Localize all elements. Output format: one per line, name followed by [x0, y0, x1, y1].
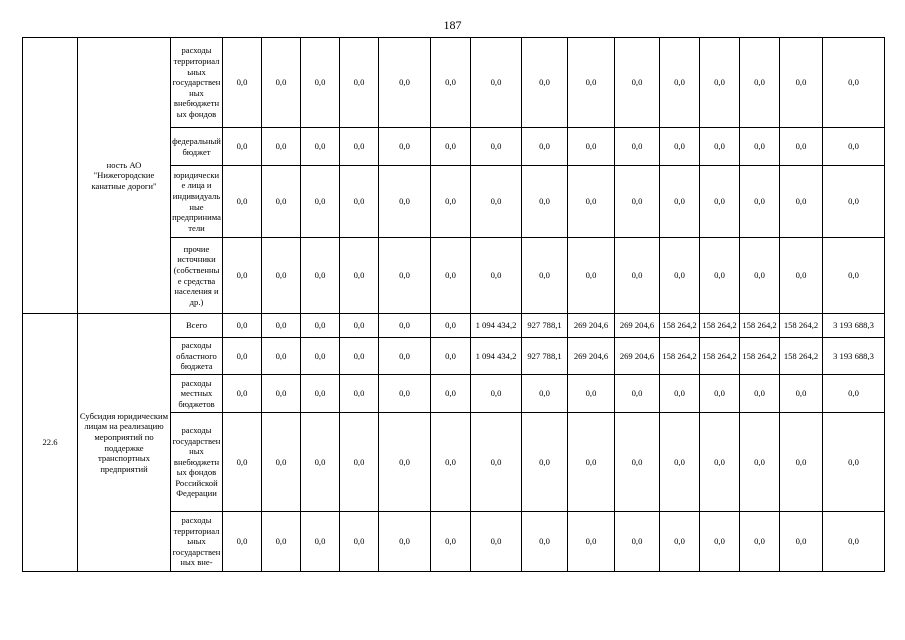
- value-cell: 0,0: [568, 238, 615, 314]
- value-cell: 0,0: [379, 512, 431, 572]
- value-cell: 0,0: [301, 238, 340, 314]
- value-cell: 0,0: [660, 238, 700, 314]
- value-cell: 0,0: [379, 314, 431, 338]
- value-cell: 0,0: [471, 238, 522, 314]
- funding-source-cell: прочие источники (собственные средства населения и др.): [171, 238, 223, 314]
- value-cell: 0,0: [660, 512, 700, 572]
- value-cell: 0,0: [568, 38, 615, 128]
- value-cell: 0,0: [660, 166, 700, 238]
- value-cell: 0,0: [431, 512, 471, 572]
- value-cell: 0,0: [740, 38, 780, 128]
- value-cell: 0,0: [379, 375, 431, 413]
- funding-source-cell: расходы территориальных государственных вне-: [171, 512, 223, 572]
- value-cell: 0,0: [340, 338, 379, 375]
- budget-table: [22, 37, 885, 572]
- funding-source-cell: расходы местных бюджетов: [171, 375, 223, 413]
- value-cell: 269 204,6: [615, 314, 660, 338]
- value-cell: 0,0: [262, 375, 301, 413]
- item-name-cell: ность АО "Нижегородские канатные дороги": [78, 38, 171, 314]
- value-cell: 0,0: [223, 512, 262, 572]
- value-cell: 0,0: [262, 128, 301, 166]
- value-cell: 0,0: [660, 38, 700, 128]
- value-cell: 1 094 434,2: [471, 314, 522, 338]
- funding-source-cell: расходы областного бюджета: [171, 338, 223, 375]
- value-cell: 158 264,2: [660, 314, 700, 338]
- value-cell: 0,0: [340, 314, 379, 338]
- value-cell: 0,0: [340, 128, 379, 166]
- value-cell: 0,0: [780, 128, 823, 166]
- value-cell: 0,0: [823, 238, 885, 314]
- value-cell: 0,0: [522, 375, 568, 413]
- value-cell: 0,0: [431, 338, 471, 375]
- value-cell: 0,0: [660, 413, 700, 512]
- value-cell: 0,0: [471, 375, 522, 413]
- value-cell: 0,0: [522, 413, 568, 512]
- funding-source-cell: Всего: [171, 314, 223, 338]
- value-cell: 0,0: [780, 38, 823, 128]
- value-cell: 269 204,6: [615, 338, 660, 375]
- value-cell: 0,0: [379, 413, 431, 512]
- value-cell: 0,0: [568, 413, 615, 512]
- value-cell: 0,0: [823, 128, 885, 166]
- value-cell: 0,0: [301, 38, 340, 128]
- value-cell: 0,0: [700, 128, 740, 166]
- value-cell: 0,0: [379, 38, 431, 128]
- value-cell: 0,0: [262, 166, 301, 238]
- value-cell: 0,0: [780, 413, 823, 512]
- value-cell: 0,0: [301, 375, 340, 413]
- value-cell: 0,0: [223, 128, 262, 166]
- value-cell: 0,0: [301, 314, 340, 338]
- value-cell: 0,0: [471, 413, 522, 512]
- value-cell: 0,0: [823, 38, 885, 128]
- value-cell: 3 193 688,3: [823, 314, 885, 338]
- value-cell: 0,0: [340, 38, 379, 128]
- value-cell: 0,0: [823, 375, 885, 413]
- item-number-cell: [23, 38, 78, 314]
- value-cell: 0,0: [568, 128, 615, 166]
- value-cell: 158 264,2: [780, 338, 823, 375]
- value-cell: 0,0: [262, 413, 301, 512]
- value-cell: 0,0: [740, 375, 780, 413]
- value-cell: 0,0: [301, 338, 340, 375]
- value-cell: 0,0: [615, 375, 660, 413]
- value-cell: 0,0: [740, 238, 780, 314]
- value-cell: 0,0: [340, 375, 379, 413]
- value-cell: 0,0: [379, 338, 431, 375]
- value-cell: 158 264,2: [700, 338, 740, 375]
- value-cell: 0,0: [262, 512, 301, 572]
- value-cell: 0,0: [660, 128, 700, 166]
- item-name-cell: Субсидия юридическим лицам на реализацию мероприятий по поддержке транспортных предприятий: [78, 314, 171, 572]
- value-cell: 0,0: [660, 375, 700, 413]
- value-cell: 0,0: [301, 413, 340, 512]
- value-cell: 0,0: [223, 38, 262, 128]
- value-cell: 0,0: [568, 375, 615, 413]
- value-cell: 0,0: [223, 338, 262, 375]
- value-cell: 0,0: [431, 413, 471, 512]
- value-cell: 0,0: [568, 512, 615, 572]
- funding-source-cell: федеральный бюджет: [171, 128, 223, 166]
- value-cell: 158 264,2: [780, 314, 823, 338]
- value-cell: 0,0: [740, 166, 780, 238]
- value-cell: 0,0: [740, 413, 780, 512]
- value-cell: 0,0: [700, 413, 740, 512]
- value-cell: 0,0: [615, 128, 660, 166]
- value-cell: 0,0: [522, 166, 568, 238]
- value-cell: 0,0: [823, 512, 885, 572]
- value-cell: 0,0: [223, 314, 262, 338]
- value-cell: 0,0: [223, 375, 262, 413]
- value-cell: 0,0: [615, 38, 660, 128]
- value-cell: 0,0: [431, 38, 471, 128]
- value-cell: 269 204,6: [568, 338, 615, 375]
- value-cell: 0,0: [379, 166, 431, 238]
- value-cell: 0,0: [431, 166, 471, 238]
- value-cell: 0,0: [301, 512, 340, 572]
- value-cell: 0,0: [823, 166, 885, 238]
- value-cell: 269 204,6: [568, 314, 615, 338]
- value-cell: 0,0: [431, 238, 471, 314]
- item-number-cell: 22.6: [23, 314, 78, 572]
- value-cell: 158 264,2: [660, 338, 700, 375]
- funding-source-cell: юридические лица и индивидуальные предприниматели: [171, 166, 223, 238]
- value-cell: 0,0: [700, 166, 740, 238]
- value-cell: 0,0: [301, 128, 340, 166]
- table-row: [23, 314, 885, 338]
- value-cell: 0,0: [223, 413, 262, 512]
- value-cell: 0,0: [262, 314, 301, 338]
- value-cell: 0,0: [522, 238, 568, 314]
- value-cell: 0,0: [522, 38, 568, 128]
- value-cell: 0,0: [700, 375, 740, 413]
- value-cell: 0,0: [340, 166, 379, 238]
- funding-source-cell: расходы государственных внебюджетных фондов Российской Федерации: [171, 413, 223, 512]
- value-cell: 0,0: [340, 238, 379, 314]
- value-cell: 3 193 688,3: [823, 338, 885, 375]
- value-cell: 0,0: [615, 413, 660, 512]
- value-cell: 0,0: [615, 512, 660, 572]
- value-cell: 0,0: [431, 314, 471, 338]
- value-cell: 0,0: [740, 512, 780, 572]
- value-cell: 158 264,2: [700, 314, 740, 338]
- value-cell: 0,0: [740, 128, 780, 166]
- value-cell: 158 264,2: [740, 338, 780, 375]
- page-number: 187: [443, 18, 462, 32]
- value-cell: 0,0: [568, 166, 615, 238]
- value-cell: 0,0: [700, 512, 740, 572]
- value-cell: 0,0: [340, 512, 379, 572]
- value-cell: 0,0: [700, 38, 740, 128]
- value-cell: 0,0: [223, 166, 262, 238]
- value-cell: 0,0: [379, 128, 431, 166]
- funding-source-cell: расходы территориальных государственных внебюджетных фондов: [171, 38, 223, 128]
- value-cell: 0,0: [431, 128, 471, 166]
- value-cell: 0,0: [471, 166, 522, 238]
- table-row: [23, 38, 885, 128]
- value-cell: 0,0: [522, 512, 568, 572]
- value-cell: 0,0: [780, 512, 823, 572]
- value-cell: 0,0: [615, 166, 660, 238]
- value-cell: 1 094 434,2: [471, 338, 522, 375]
- value-cell: 0,0: [780, 238, 823, 314]
- value-cell: 0,0: [379, 238, 431, 314]
- value-cell: 0,0: [471, 38, 522, 128]
- value-cell: 0,0: [780, 166, 823, 238]
- value-cell: 0,0: [522, 128, 568, 166]
- value-cell: 0,0: [262, 238, 301, 314]
- value-cell: 0,0: [301, 166, 340, 238]
- value-cell: 927 788,1: [522, 338, 568, 375]
- value-cell: 158 264,2: [740, 314, 780, 338]
- value-cell: 0,0: [780, 375, 823, 413]
- value-cell: 0,0: [471, 128, 522, 166]
- value-cell: 0,0: [823, 413, 885, 512]
- value-cell: 0,0: [700, 238, 740, 314]
- value-cell: 0,0: [340, 413, 379, 512]
- value-cell: 0,0: [223, 238, 262, 314]
- value-cell: 0,0: [262, 38, 301, 128]
- value-cell: 927 788,1: [522, 314, 568, 338]
- value-cell: 0,0: [471, 512, 522, 572]
- value-cell: 0,0: [262, 338, 301, 375]
- value-cell: 0,0: [615, 238, 660, 314]
- value-cell: 0,0: [431, 375, 471, 413]
